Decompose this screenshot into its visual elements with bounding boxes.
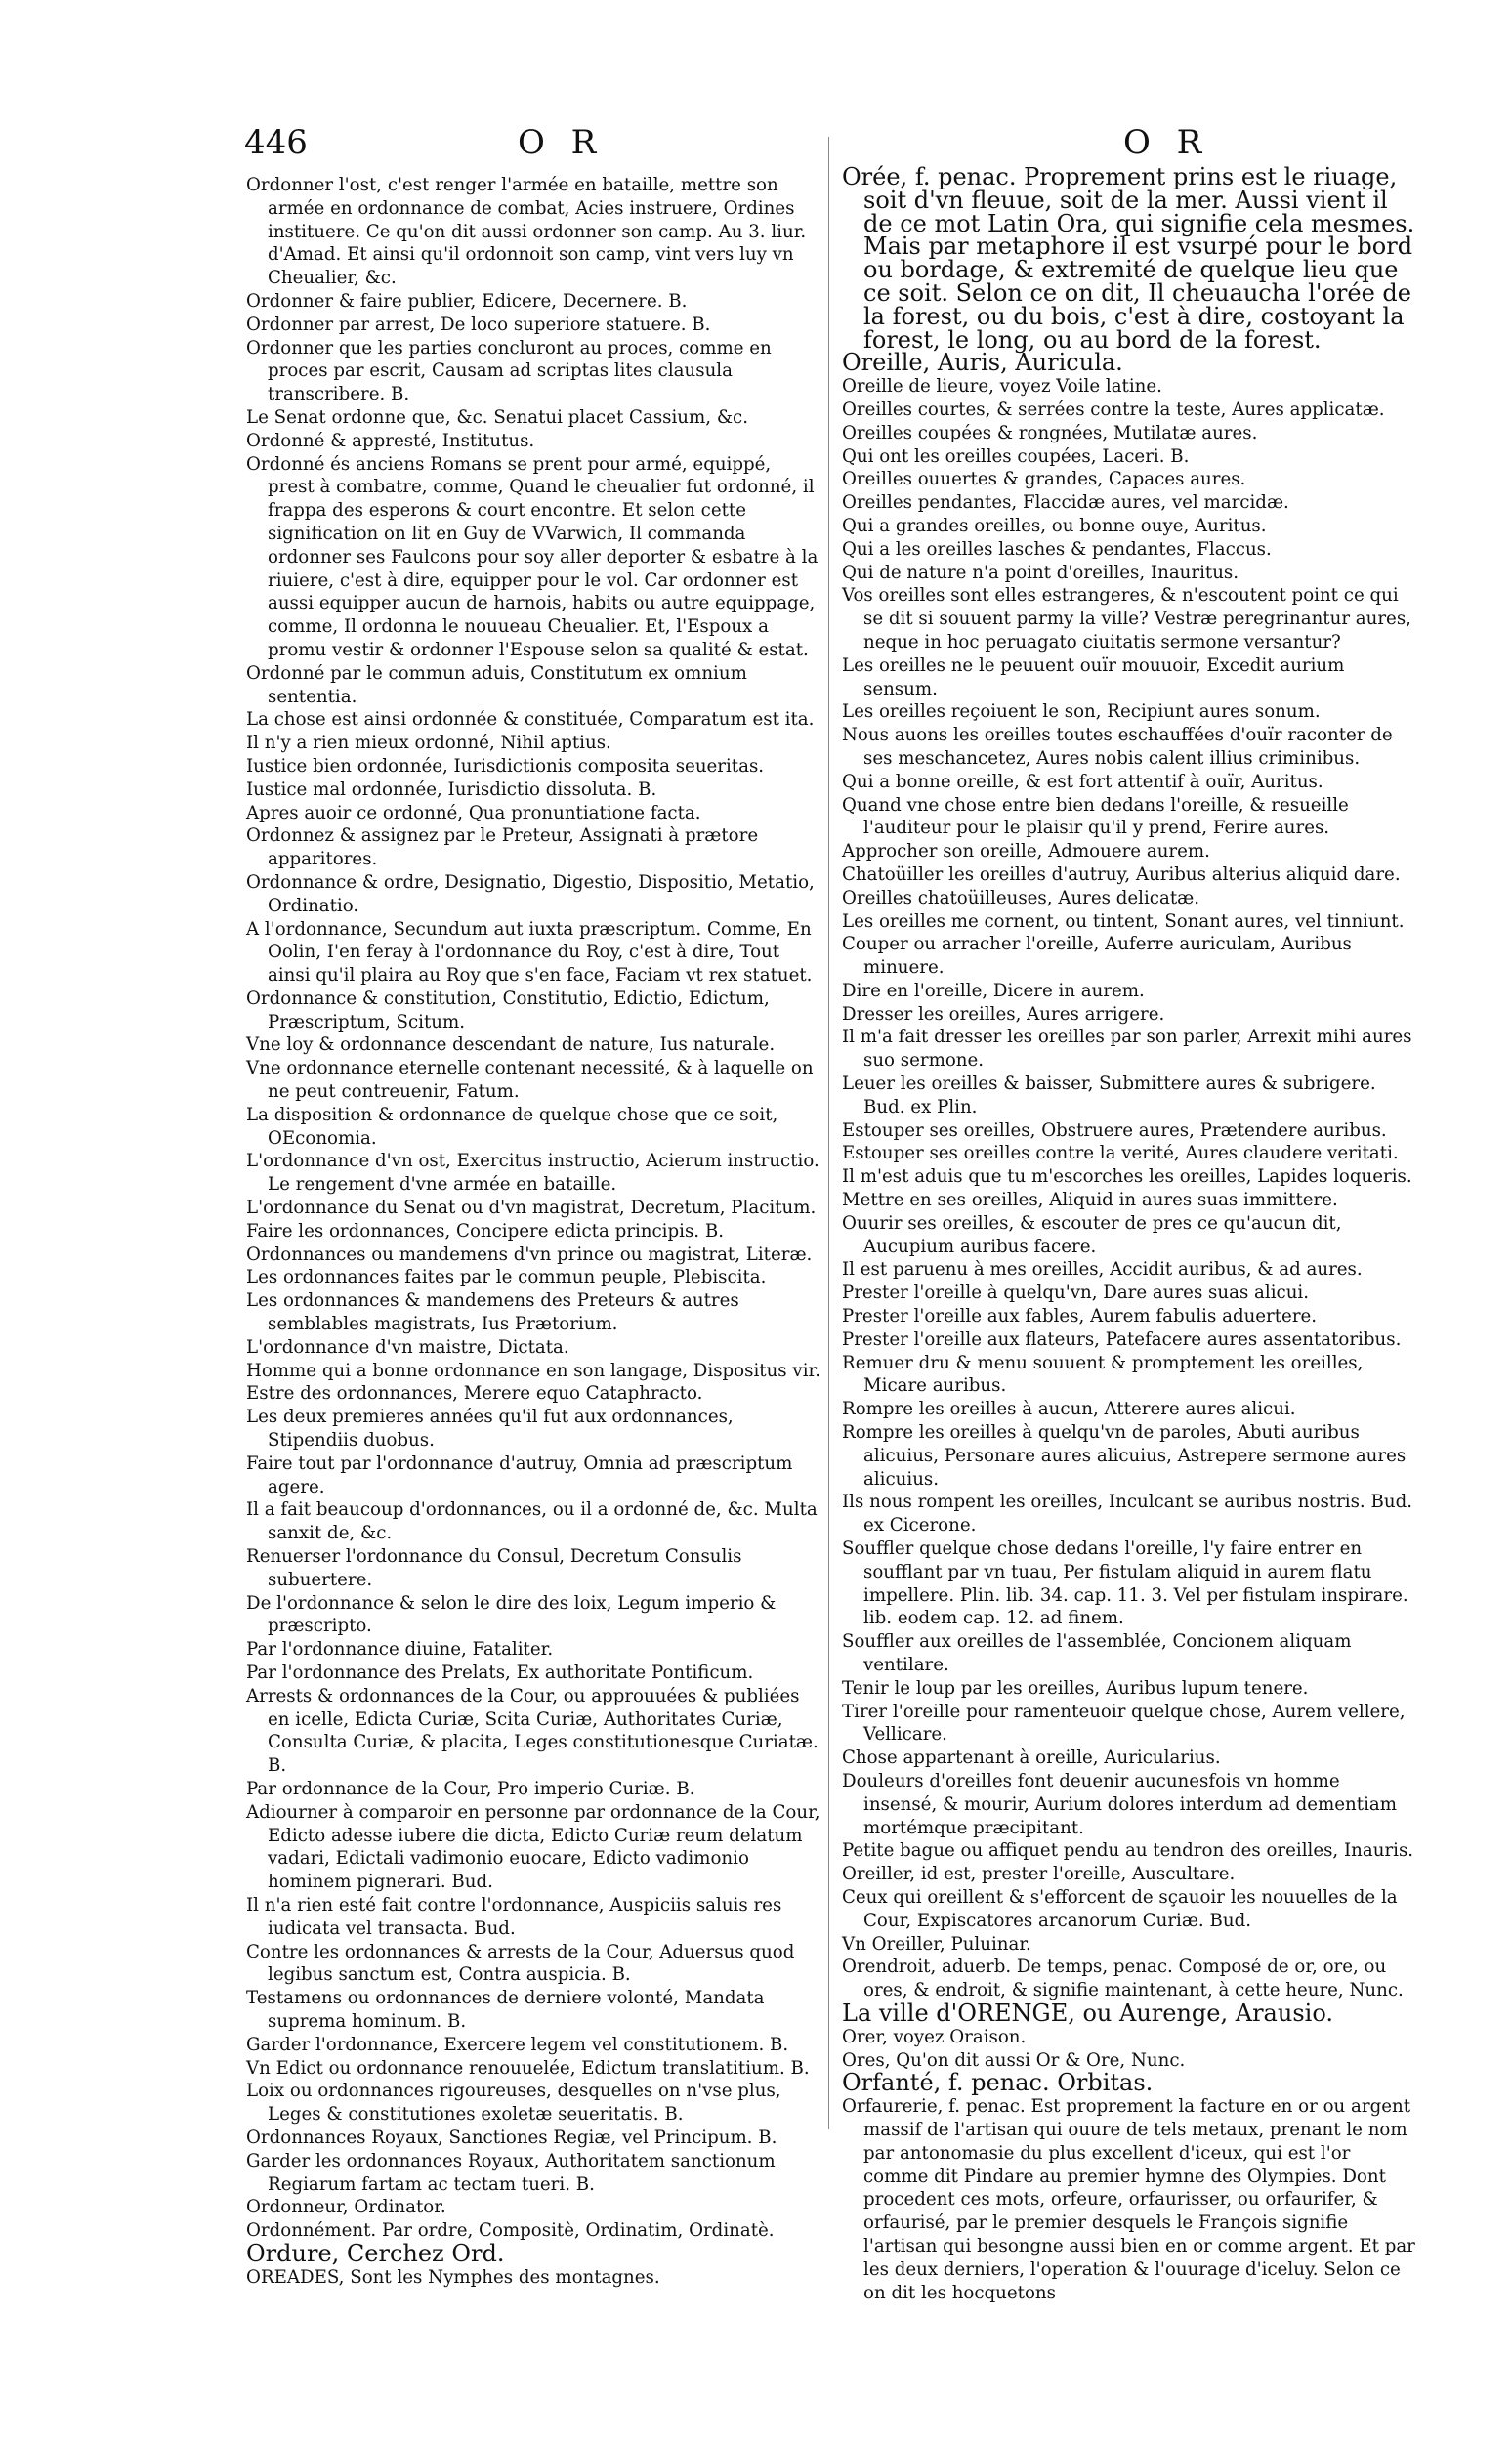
dictionary-entry: Ordonné par le commun aduis, Constitutum ex omnium sententia. [246, 662, 747, 707]
dictionary-entry: Oreilles coupées & rongnées, Mutilatæ aures. [842, 422, 1258, 443]
dictionary-entry: Tirer l'oreille pour ramenteuoir quelque chose, Aurem vellere, Vellicare. [842, 1701, 1406, 1746]
dictionary-entry: Estre des ordonnances, Merere equo Cataphracto. [246, 1383, 703, 1405]
dictionary-entry: La ville d'ORENGE, ou Aurenge, Arausio. [842, 1999, 1333, 2027]
dictionary-entry: Il est paruenu à mes oreilles, Accidit auribus, & ad aures. [842, 1259, 1363, 1281]
dictionary-entry: Vne loy & ordonnance descendant de nature, Ius naturale. [246, 1034, 776, 1056]
right-column [842, 163, 1418, 2304]
dictionary-entry: Qui ont les oreilles coupées, Laceri. B. [842, 445, 1190, 467]
dictionary-entry: Souffler aux oreilles de l'assemblée, Concionem aliquam ventilare. [842, 1631, 1352, 1675]
dictionary-entry: Oreille, Auris, Auricula. [842, 349, 1123, 377]
dictionary-entry: Orée, f. penac. Proprement prins est le riuage, soit d'vn fleuue, soit de la mer. Aussi vient il de ce mot Latin Ora, qui signifie cela mesmes. Mais par metaphore il est vsurpé pour le bord ou bordage, & extremité de quelque lieu que ce soit. Selon ce on dit, Il cheuaucha l'orée de la forest, ou du bois, c'est à dire, costoyant la forest, le long, ou au bord de la forest. [842, 163, 1415, 354]
dictionary-entry: Oreille de lieure, voyez Voile latine. [842, 376, 1162, 398]
dictionary-entry: Vn Oreiller, Puluinar. [842, 1933, 1031, 1955]
dictionary-entry: Qui a les oreilles lasches & pendantes, Flaccus. [842, 538, 1272, 560]
dictionary-entry: Orfanté, f. penac. Orbitas. [842, 2069, 1154, 2097]
dictionary-entry: Prester l'oreille aux fables, Aurem fabulis aduertere. [842, 1306, 1318, 1327]
dictionary-entry: Ordonner par arrest, De loco superiore statuere. B. [246, 314, 711, 335]
dictionary-entry: Ordonné és anciens Romans se prent pour armé, equippé, prest à combatre, comme, Quand le cheualier fut ordonné, il frappa des esperons & court encontre. Et selon cette signification on lit en Guy de VVarwich, Il commanda ordonner ses Faulcons pour soy aller deporter & esbatre à la riuiere, c'est à dire, equipper pour le vol. Car ordonner est aussi equipper aucun de harnois, habits ou autre equippage, comme, Il ordonna le nouueau Cheualier. Et, l'Espoux a promu vestir & ordonner l'Espouse selon sa qualité & estat. [246, 453, 819, 660]
dictionary-entry: Mettre en ses oreilles, Aliquid in aures suas immittere. [842, 1190, 1338, 1211]
dictionary-entry: Ordonneur, Ordinator. [246, 2197, 446, 2218]
dictionary-entry: Rompre les oreilles à quelqu'vn de paroles, Abuti auribus alicuius, Personare aures alicuius, Astrepere sermone aures alicuius. [842, 1422, 1407, 1490]
dictionary-entry: Par l'ordonnance des Prelats, Ex authoritate Pontificum. [246, 1663, 754, 1683]
dictionary-entry: Il n'a rien esté fait contre l'ordonnance, Auspiciis saluis res iudicata vel transacta. Bud. [246, 1894, 782, 1939]
dictionary-entry: Dresser les oreilles, Aures arrigere. [842, 1003, 1165, 1025]
dictionary-entry: Renuerser l'ordonnance du Consul, Decretum Consulis subuertere. [246, 1546, 742, 1590]
dictionary-entry: Dire en l'oreille, Dicere in aurem. [842, 980, 1145, 1001]
dictionary-entry: De l'ordonnance & selon le dire des loix, Legum imperio & præscripto. [246, 1592, 777, 1637]
dictionary-entry: Ordonnances Royaux, Sanctiones Regiæ, vel Principum. B. [246, 2126, 777, 2148]
dictionary-entry: Approcher son oreille, Admouere aurem. [842, 841, 1210, 863]
dictionary-entry: Il m'a fait dresser les oreilles par son parler, Arrexit mihi aures suo sermone. [842, 1027, 1412, 1072]
dictionary-entry: Chatoüiller les oreilles d'autruy, Auribus alterius aliquid dare. [842, 863, 1401, 885]
dictionary-entry: Arrests & ordonnances de la Cour, ou approuuées & publiées en icelle, Edicta Curiæ, Scita Curiæ, Authoritates Curiæ, Consulta Curiæ, & placita, Leges constitutionesque Curiatæ. B. [246, 1685, 819, 1777]
dictionary-entry: Vos oreilles sont elles estrangeres, & n'escoutent point ce qui se dit si souuent parmy la ville? Vestræ peregrinantur aures, neque in hoc peruagato ciuitatis sermone versantur? [842, 585, 1411, 653]
dictionary-entry: Ordonner que les parties concluront au proces, comme en proces par escrit, Causam ad scriptas lites clausula transcribere. B. [246, 337, 772, 405]
dictionary-entry: Estouper ses oreilles contre la verité, Aures claudere veritati. [842, 1143, 1399, 1164]
dictionary-entry: L'ordonnance d'vn maistre, Dictata. [246, 1336, 569, 1358]
dictionary-entry: Iustice mal ordonnée, Iurisdictio dissoluta. B. [246, 779, 657, 800]
dictionary-entry: A l'ordonnance, Secundum aut iuxta præscriptum. Comme, En Oolin, I'en feray à l'ordonnance du Roy, c'est à dire, Tout ainsi qu'il plaira au Roy que s'en face, Faciam vt rex statuet. [246, 918, 813, 987]
dictionary-entry: Ordonnance & ordre, Designatio, Digestio, Dispositio, Metatio, Ordinatio. [246, 871, 815, 916]
dictionary-entry: Contre les ordonnances & arrests de la Cour, Aduersus quod legibus sanctum est, Contra auspicia. B. [246, 1941, 795, 1986]
dictionary-entry: Oreilles chatoüilleuses, Aures delicatæ. [842, 887, 1200, 908]
dictionary-entry: Souffler quelque chose dedans l'oreille, l'y faire entrer en soufflant par vn tuau, Per fistulam aliquid in aurem flatu impellere. Plin. lib. 34. cap. 11. 3. Vel per fistulam inspirare. lib. eodem cap. 12. ad finem. [842, 1538, 1408, 1629]
dictionary-entry: L'ordonnance d'vn ost, Exercitus instructio, Acierum instructio. Le rengement d'vne armée en bataille. [246, 1151, 819, 1196]
dictionary-entry: Nous auons les oreilles toutes eschauffées d'ouïr raconter de ses meschancetez, Aures nobis calent illius criminibus. [842, 725, 1393, 769]
dictionary-entry: Il m'est aduis que tu m'escorches les oreilles, Lapides loqueris. [842, 1166, 1412, 1188]
dictionary-entry: Ordonnez & assignez par le Preteur, Assignati à prætore apparitores. [246, 825, 759, 870]
left-running-head: O R [518, 123, 605, 162]
dictionary-entry: Orfaurerie, f. penac. Est proprement la facture en or ou argent massif de l'artisan qui ouure de tels metaux, prenant le nom par antonomasie du plus excellent d'iceux, qui est l'or comme dit Pindare au premier hymne des Olympies. Dont procedent ces mots, orfeure, orfaurisser, ou orfaurifer, & orfaurisé, par le premier desquels le François signifie l'artisan qui besongne aussi bien en or comme argent. Et par les deux derniers, l'operation & l'ouurage d'iceluy. Selon ce on dit les hocquetons [842, 2096, 1415, 2303]
dictionary-entry: Oreiller, id est, prester l'oreille, Auscultare. [842, 1864, 1236, 1885]
dictionary-entry: Il a fait beaucoup d'ordonnances, ou il a ordonné de, &c. Multa sanxit de, &c. [246, 1499, 818, 1544]
dictionary-entry: Faire tout par l'ordonnance d'autruy, Omnia ad præscriptum agere. [246, 1453, 793, 1497]
dictionary-entry: Douleurs d'oreilles font deuenir aucunesfois vn homme insensé, & mourir, Aurium dolores interdum ad dementiam mortémque præcipitant. [842, 1770, 1397, 1838]
dictionary-entry: Quand vne chose entre bien dedans l'oreille, & resueille l'auditeur pour le plaisir qu'il y prend, Ferire aures. [842, 794, 1349, 839]
dictionary-entry: Loix ou ordonnances rigoureuses, desquelles on n'vse plus, Leges & constitutiones exoletæ seueritatis. B. [246, 2081, 781, 2126]
dictionary-entry: Ordure, Cerchez Ord. [246, 2239, 505, 2267]
right-running-head: O R [1123, 123, 1210, 162]
dictionary-entry: Oreilles pendantes, Flaccidæ aures, vel marcidæ. [842, 492, 1289, 514]
dictionary-entry: Petite bague ou affiquet pendu au tendron des oreilles, Inauris. [842, 1840, 1414, 1862]
dictionary-entry: Ores, Qu'on dit aussi Or & Ore, Nunc. [842, 2049, 1186, 2071]
dictionary-entry: Ordonnément. Par ordre, Compositè, Ordinatim, Ordinatè. [246, 2220, 775, 2242]
dictionary-entry: Il n'y a rien mieux ordonné, Nihil aptius. [246, 733, 611, 754]
dictionary-entry: Apres auoir ce ordonné, Qua pronuntiatione facta. [246, 802, 701, 823]
dictionary-entry: Par l'ordonnance diuine, Fataliter. [246, 1639, 554, 1661]
dictionary-entry: Les deux premieres années qu'il fut aux ordonnances, Stipendiis duobus. [246, 1407, 734, 1452]
dictionary-entry: Vne ordonnance eternelle contenant necessité, & à laquelle on ne peut contreuenir, Fatum. [246, 1058, 814, 1103]
dictionary-entry: Testamens ou ordonnances de derniere volonté, Mandata suprema hominum. B. [246, 1988, 765, 2032]
dictionary-entry: Garder l'ordonnance, Exercere legem vel constitutionem. B. [246, 2034, 789, 2055]
dictionary-entry: Chose appartenant à oreille, Auricularius. [842, 1747, 1221, 1769]
dictionary-entry: Les oreilles reçoiuent le son, Recipiunt aures sonum. [842, 701, 1321, 723]
dictionary-entry: Prester l'oreille aux flateurs, Patefacere aures assentatoribus. [842, 1328, 1402, 1350]
dictionary-entry: Iustice bien ordonnée, Iurisdictionis composita seueritas. [246, 755, 765, 777]
dictionary-entry: Ordonnance & constitution, Constitutio, Edictio, Edictum, Præscriptum, Scitum. [246, 988, 770, 1032]
dictionary-entry: Par ordonnance de la Cour, Pro imperio Curiæ. B. [246, 1778, 695, 1799]
left-column [246, 174, 822, 2290]
dictionary-entry: Estouper ses oreilles, Obstruere aures, Prætendere auribus. [842, 1119, 1387, 1141]
dictionary-entry: Ceux qui oreillent & s'efforcent de sçauoir les nouuelles de la Cour, Expiscatores arcanorum Curiæ. Bud. [842, 1886, 1398, 1931]
dictionary-entry: Homme qui a bonne ordonnance en son langage, Dispositus vir. [246, 1360, 820, 1381]
dictionary-entry: Leuer les oreilles & baisser, Submittere aures & subrigere. Bud. ex Plin. [842, 1074, 1376, 1117]
dictionary-entry: Ordonné & appresté, Institutus. [246, 430, 535, 451]
dictionary-entry: Qui a grandes oreilles, ou bonne ouye, Auritus. [842, 515, 1267, 536]
dictionary-entry: Ils nous rompent les oreilles, Inculcant se auribus nostris. Bud. ex Cicerone. [842, 1492, 1412, 1537]
column-divider [828, 137, 829, 2129]
dictionary-entry: OREADES, Sont les Nymphes des montagnes. [246, 2266, 660, 2288]
dictionary-entry: Les ordonnances faites par le commun peuple, Plebiscita. [246, 1267, 767, 1288]
dictionary-entry: Orendroit, aduerb. De temps, penac. Composé de or, ore, ou ores, & endroit, & signifie maintenant, à cette heure, Nunc. [842, 1957, 1404, 2001]
page-number: 446 [244, 123, 308, 162]
dictionary-entry: Remuer dru & menu souuent & promptement les oreilles, Micare auribus. [842, 1352, 1364, 1397]
dictionary-entry: Les oreilles me cornent, ou tintent, Sonant aures, vel tinniunt. [842, 910, 1405, 932]
dictionary-entry: Qui a bonne oreille, & est fort attentif à ouïr, Auritus. [842, 771, 1323, 792]
dictionary-entry: Qui de nature n'a point d'oreilles, Inauritus. [842, 562, 1239, 583]
dictionary-entry: Oreilles courtes, & serrées contre la teste, Aures applicatæ. [842, 399, 1385, 420]
dictionary-entry: Prester l'oreille à quelqu'vn, Dare aures suas alicui. [842, 1283, 1310, 1304]
dictionary-entry: Tenir le loup par les oreilles, Auribus lupum tenere. [842, 1677, 1309, 1699]
dictionary-entry: Les oreilles ne le peuuent ouïr mouuoir, Excedit aurium sensum. [842, 654, 1345, 699]
dictionary-entry: Vn Edict ou ordonnance renouuelée, Edictum translatitium. B. [246, 2057, 810, 2079]
dictionary-entry: Faire les ordonnances, Concipere edicta principis. B. [246, 1220, 724, 1242]
dictionary-entry: La disposition & ordonnance de quelque chose que ce soit, OEconomia. [246, 1104, 778, 1149]
dictionary-entry: Garder les ordonnances Royaux, Authoritatem sanctionum Regiarum fartam ac tectam tueri. B. [246, 2150, 776, 2195]
dictionary-entry: Ordonnances ou mandemens d'vn prince ou magistrat, Literæ. [246, 1243, 813, 1265]
dictionary-entry: Adiourner à comparoir en personne par ordonnance de la Cour, Edicto adesse iubere die dicta, Edicto Curiæ reum delatum vadari, Edictali vadimonio euocare, Edicto vadimonio hominem pignerari. Bud. [246, 1801, 820, 1893]
dictionary-entry: Rompre les oreilles à aucun, Atterere aures alicui. [842, 1399, 1296, 1420]
dictionary-entry: La chose est ainsi ordonnée & constituée, Comparatum est ita. [246, 709, 815, 731]
dictionary-entry: L'ordonnance du Senat ou d'vn magistrat, Decretum, Placitum. [246, 1198, 817, 1219]
dictionary-entry: Orer, voyez Oraison. [842, 2026, 1027, 2047]
dictionary-entry: Couper ou arracher l'oreille, Auferre auriculam, Auribus minuere. [842, 934, 1352, 979]
dictionary-entry: Les ordonnances & mandemens des Preteurs & autres semblables magistrats, Ius Prætorium. [246, 1290, 739, 1335]
dictionary-entry: Le Senat ordonne que, &c. Senatui placet Cassium, &c. [246, 406, 748, 428]
dictionary-entry: Ordonner & faire publier, Edicere, Decernere. B. [246, 290, 688, 312]
dictionary-entry: Oreilles ouuertes & grandes, Capaces aures. [842, 469, 1246, 490]
dictionary-entry: Ouurir ses oreilles, & escouter de pres ce qu'aucun dit, Aucupium auribus facere. [842, 1212, 1342, 1257]
dictionary-entry: Ordonner l'ost, c'est renger l'armée en bataille, mettre son armée en ordonnance de combat, Acies instruere, Ordines instituere. Ce qu'on dit aussi ordonner son camp. Au 3. liur. d'Amad. Et ainsi qu'il ordonnoit son camp, vint vers luy vn Cheualier, &c. [246, 175, 807, 289]
